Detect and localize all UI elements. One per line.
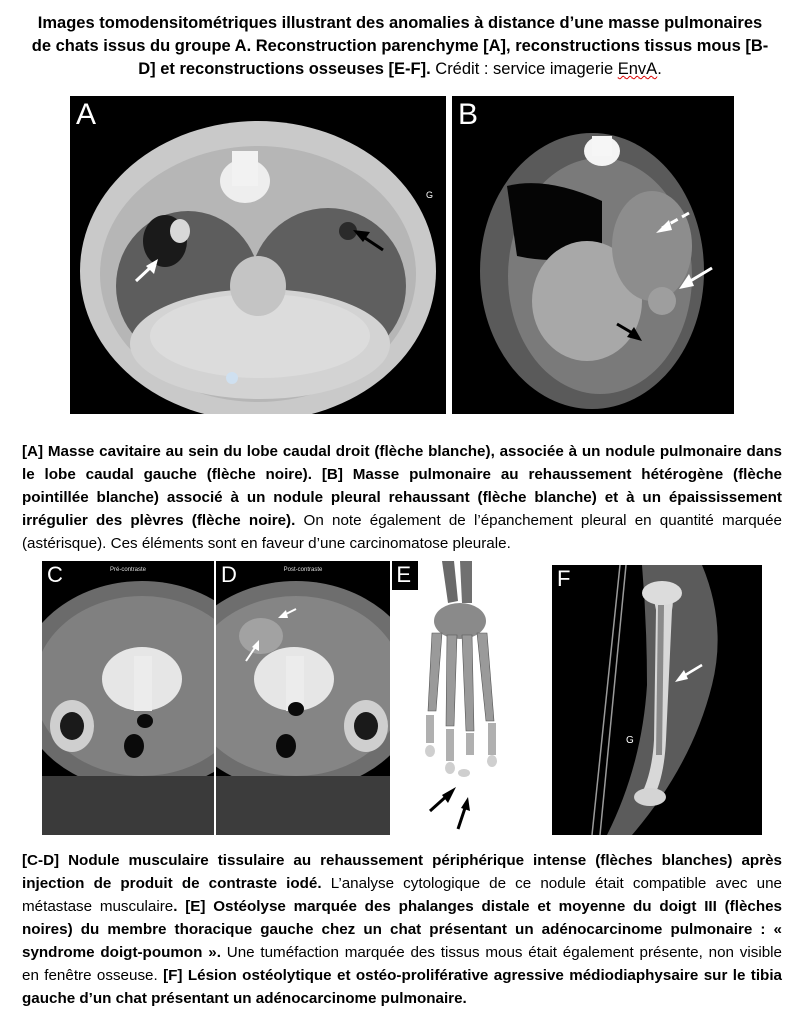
- ct-image-a: [70, 96, 446, 414]
- ct-image-d: [216, 561, 390, 835]
- ct-panel-f: [552, 565, 762, 835]
- side-marker-f: G: [626, 735, 634, 746]
- caption-2-text-2: Une tuméfaction marquée des tissus mous était également présente, non visible en fenêtre osseuse.: [22, 944, 782, 984]
- caption-2-bold-2: . [E] Ostéolyse marquée des phalanges distale et moyenne du doigt III (flèches noires) du membre thoracique gauche chez un chat présentant un adénocarcinome pulmonaire : « syndrome doigt-poumon ».: [22, 898, 783, 961]
- ct-panel-d: [216, 561, 390, 835]
- panel-label-f: F: [552, 565, 577, 594]
- ct-panel-b: [452, 96, 734, 414]
- caption-figure-1: [22, 440, 782, 555]
- panel-label-b: B: [452, 96, 486, 136]
- panel-label-a: A: [70, 96, 104, 136]
- ct-image-b: [452, 96, 734, 414]
- title-credit-text: Crédit : service imagerie: [430, 60, 618, 78]
- title-bold-text: Images tomodensitométriques illustrant des anomalies à distance d’une masse pulmonaires de chats issus du groupe A. Reconstruction parenchyme [A], reconstructions tissus mous [B-D] et reconstructions osseuses [E-F].: [31, 14, 769, 78]
- panel-d-subtitle: Post-contraste: [283, 567, 323, 573]
- caption-2-bold-3: [F] Lésion ostéolytique et ostéo-proliférative agressive médiodiaphysaire sur le tibia gauche d’un chat présentant un adénocarcinome pulmonaire.: [22, 967, 782, 1007]
- panel-label-e: E: [392, 561, 418, 590]
- ct-panel-a: [70, 96, 446, 414]
- title-credit-name: EnvA: [617, 60, 658, 78]
- figure-title: [30, 12, 770, 81]
- panel-label-d: D: [221, 562, 237, 587]
- caption-2-text-1: L’analyse cytologique de ce nodule était compatible avec une métastase musculaire: [22, 875, 782, 915]
- ct-panel-c: [42, 561, 214, 835]
- side-marker-a: G: [426, 190, 434, 200]
- title-credit-end: .: [657, 60, 662, 78]
- panel-label-c: C: [47, 562, 63, 587]
- caption-figure-2: [22, 849, 782, 1010]
- ct-panel-e: [392, 561, 550, 835]
- ct-image-c: [42, 561, 214, 835]
- caption-2-bold-1: [C-D] Nodule musculaire tissulaire au rehaussement périphérique intense (flèches blanches) après injection de produit de contraste iodé.: [22, 852, 782, 892]
- caption-1-bold: [A] Masse cavitaire au sein du lobe caudal droit (flèche blanche), associée à un nodule pulmonaire dans le lobe caudal gauche (flèche noire). [B] Masse pulmonaire au rehaussement hétérogène (flèche pointillée blanche) associé à un nodule pleural rehaussant (flèche blanche) et à un épaississement irrégulier des plèvres (flèche noire).: [22, 443, 782, 529]
- ct-image-e: [392, 561, 550, 835]
- ct-image-f: [552, 565, 762, 835]
- caption-1-text: On note également de l’épanchement pleural en quantité marquée (astérisque). Ces éléments sont en faveur d’une carcinomatose pleurale.: [22, 512, 782, 552]
- panel-c-subtitle: Pré-contraste: [109, 567, 146, 573]
